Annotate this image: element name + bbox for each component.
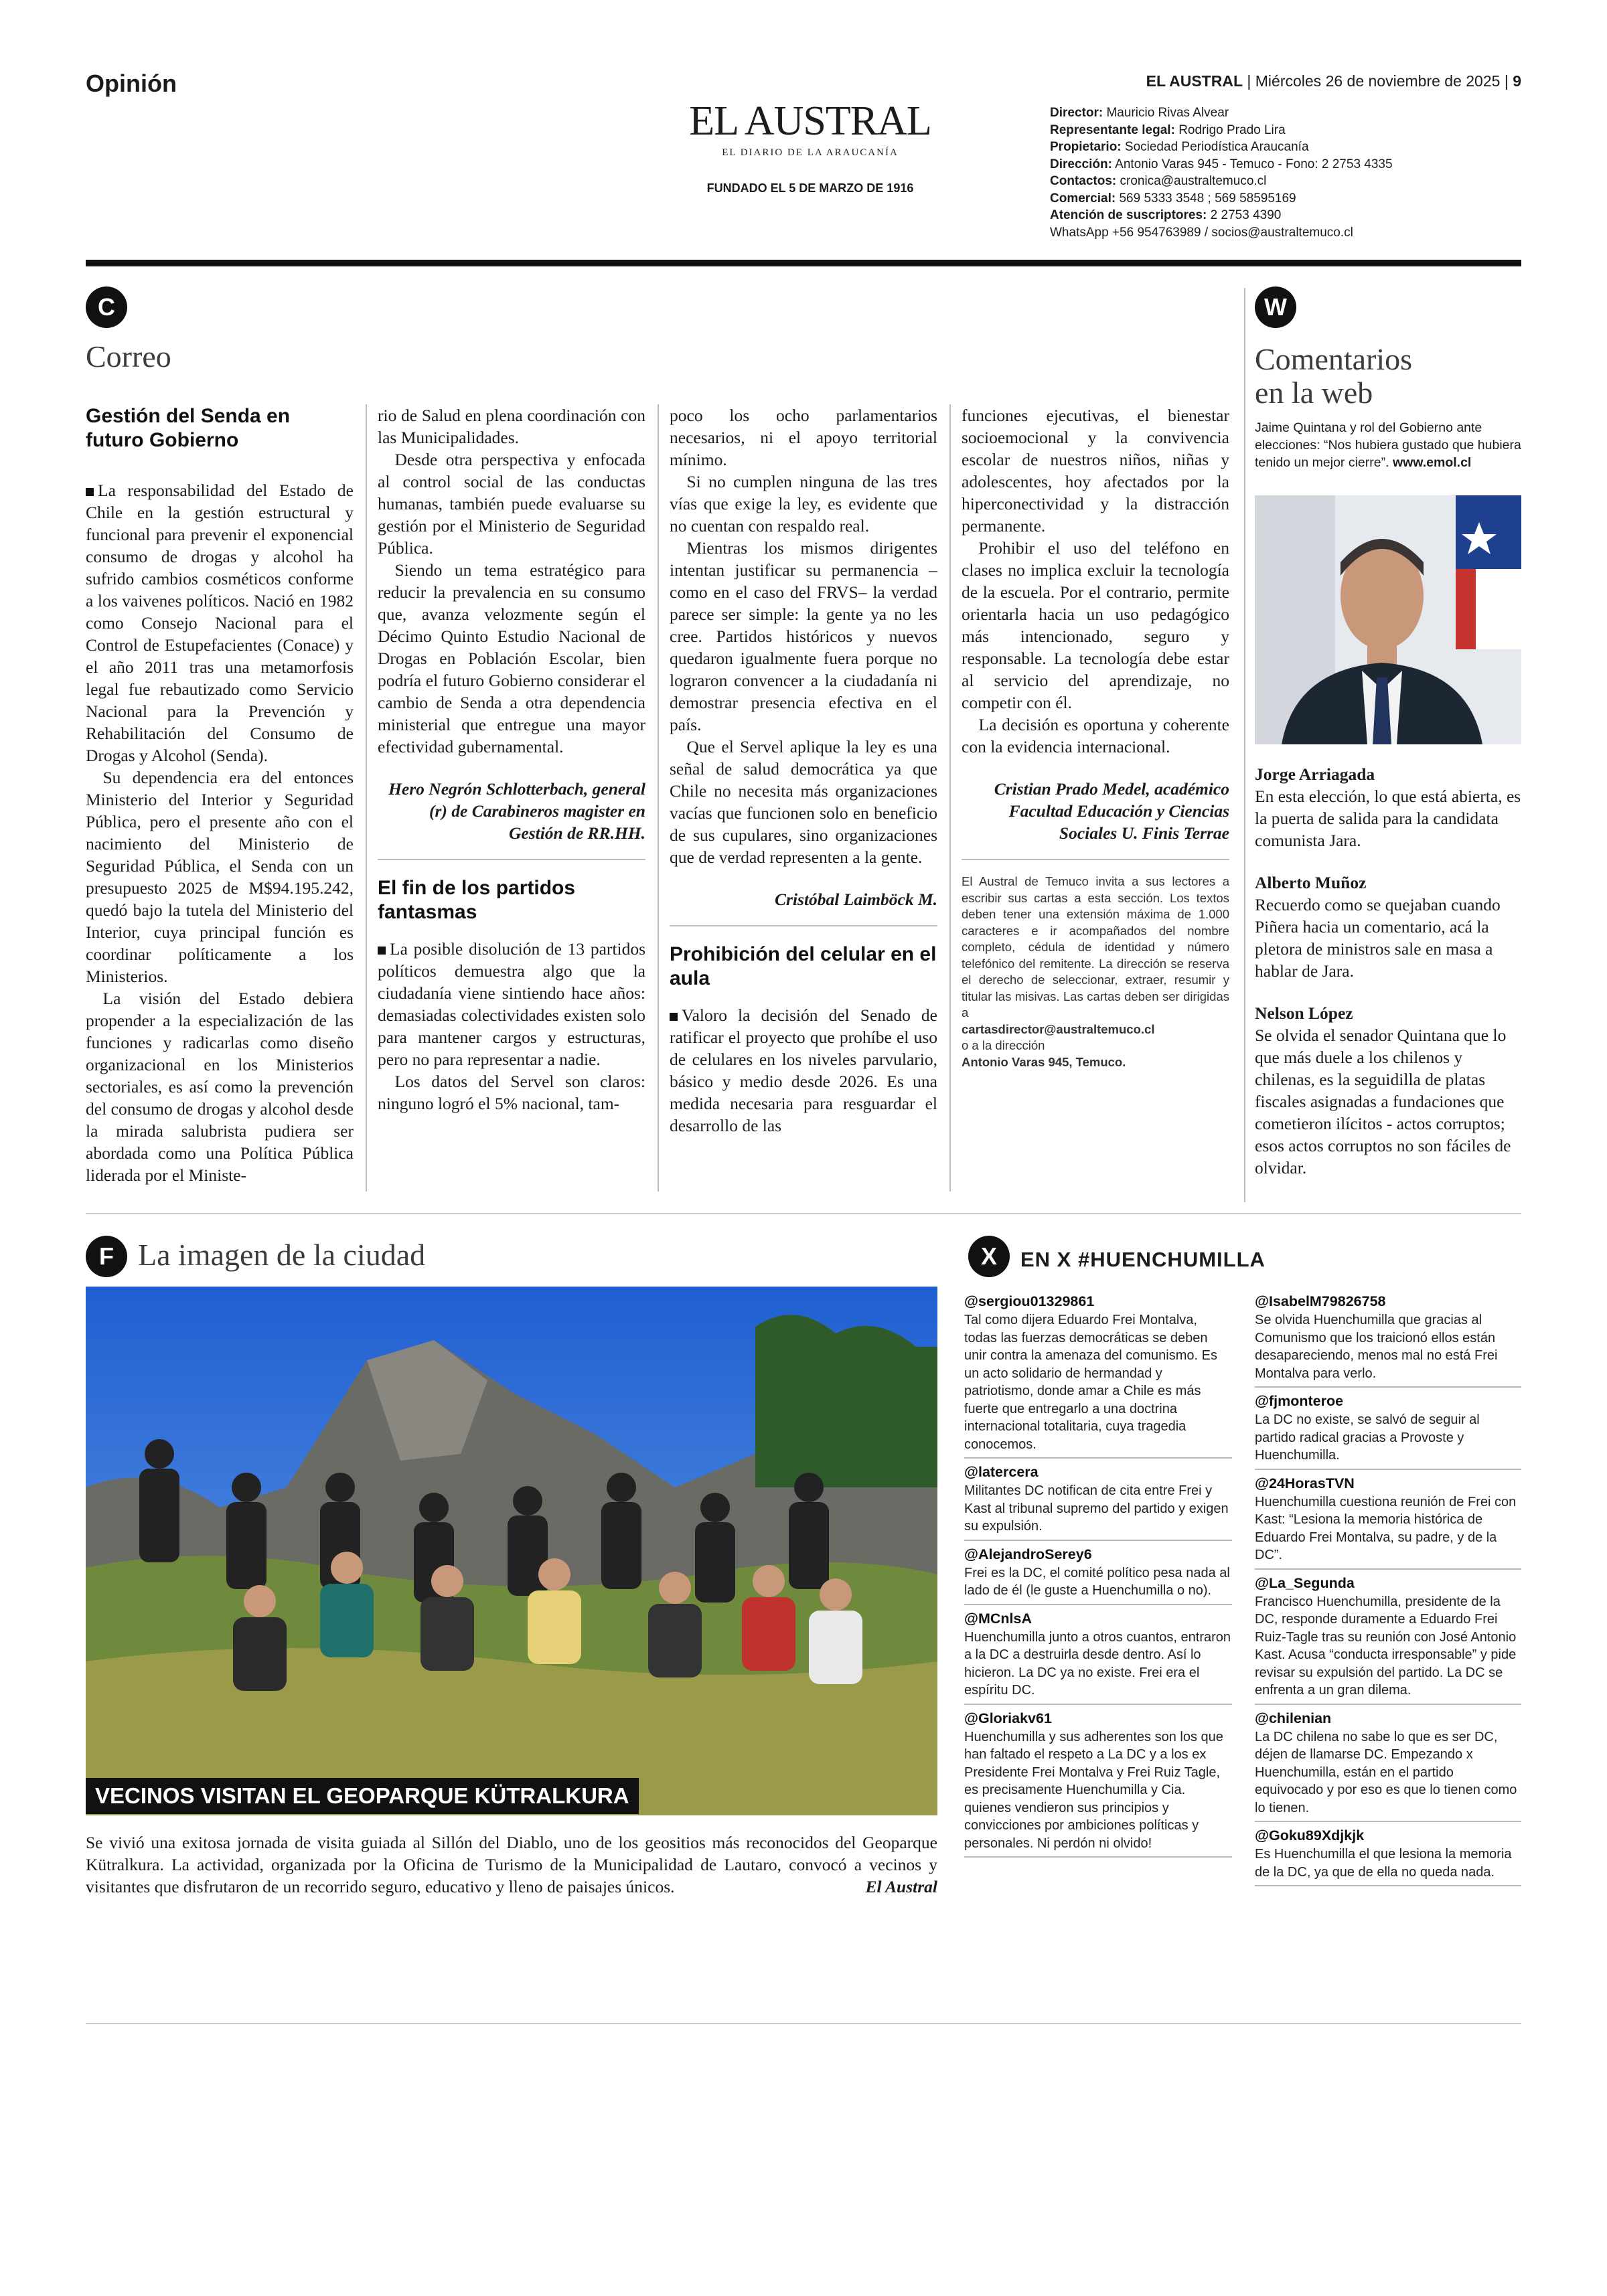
letter-paragraph: poco los ocho parlamentarios necesarios, ni el apoyo territorial mínimo. xyxy=(670,406,937,469)
web-badge: W xyxy=(1255,286,1296,328)
masthead-row: Atención de suscriptores: 2 2753 4390 xyxy=(1050,208,1282,222)
web-title: Comentarios en la web xyxy=(1255,342,1413,410)
tweet xyxy=(1255,1388,1521,1470)
correo-badge: C xyxy=(86,286,127,328)
founded-date: FUNDADO EL 5 DE MARZO DE 1916 xyxy=(706,181,914,195)
letters-notice: El Austral de Temuco invita a sus lectores a escribir sus cartas a esta sección. Los textos deben tener una extensión máxima de 1.000 caracteres e ir acompañados del nombre completo, cédula de identidad y número telefónico del remitente. La dirección se reserva el derecho de seleccionar, extraer, resumir y titular las misivas. Las cartas deben ser dirigidas a cartasdirector@australtemuco.cl o a la dirección Antonio Varas 945, Temuco. xyxy=(962,874,1229,1070)
comment-text: Se olvida el senador Quintana que lo que más duele a los chilenos y chilenas, es la seguidilla de platas fiscales asignadas a fundaciones que cometieron ilícitos - actos corruptos; esos actos corruptos no son fáciles de olvidar. xyxy=(1255,1026,1511,1177)
tweet-handle[interactable]: @24HorasTVN xyxy=(1255,1475,1355,1491)
masthead-row: Representante legal: Rodrigo Prado Lira xyxy=(1050,122,1286,137)
letters-or: o a la dirección xyxy=(962,1038,1045,1052)
tweet xyxy=(964,1705,1232,1858)
page-info: EL AUSTRAL | Miércoles 26 de noviembre de 2025 | 9 xyxy=(1146,72,1521,90)
tweet-handle[interactable]: @Goku89Xdjkjk xyxy=(1255,1827,1365,1843)
comment-author: Nelson López xyxy=(1255,1003,1353,1023)
comment-author: Alberto Muñoz xyxy=(1255,873,1367,892)
comment-text: Recuerdo como se quejaban cuando Piñera hacia un comentario, acá la pletora de ministros sale en masa a hablar de Jara. xyxy=(1255,895,1501,981)
imagen-badge: F xyxy=(86,1236,127,1277)
letters-address: Antonio Varas 945, Temuco. xyxy=(962,1054,1126,1069)
letter-divider xyxy=(962,859,1229,860)
masthead-brand xyxy=(670,100,951,195)
tweet-handle[interactable]: @chilenian xyxy=(1255,1710,1332,1726)
masthead-row: WhatsApp +56 954763989 / socios@australtemuco.cl xyxy=(1050,225,1353,240)
bullet-icon xyxy=(670,1013,678,1021)
issue-date: Miércoles 26 de noviembre de 2025 xyxy=(1255,72,1501,90)
tweet-handle[interactable]: @AlejandroSerey6 xyxy=(964,1546,1092,1562)
correo-column-3 xyxy=(670,404,937,1137)
tweet-handle[interactable]: @Gloriakv61 xyxy=(964,1710,1052,1726)
letter-divider xyxy=(378,859,645,860)
web-source-link[interactable]: www.emol.cl xyxy=(1392,455,1472,470)
tweet xyxy=(964,1288,1232,1459)
tweet-text: Huenchumilla y sus adherentes son los que han faltado el respeto a La DC y a los ex Presidente Frei Montalva y Frei Ruiz Tagle, es precisamente Huenchumilla y Cia. quienes vendieron sus principios y convicciones por ambiciones políticas y personales. Ni perdón ni olvido! xyxy=(964,1729,1223,1851)
tweet-handle[interactable]: @fjmonteroe xyxy=(1255,1393,1344,1409)
letter-signature: Cristóbal Laimböck M. xyxy=(775,890,937,909)
letter-title: Gestión del Senda en futuro Gobierno xyxy=(86,405,291,451)
letter-signature: Cristian Prado Medel, académico Facultad Educación y Ciencias Sociales U. Finis Terrae xyxy=(994,779,1229,843)
letter-paragraph: Desde otra perspectiva y enfocada al control social de las conductas humanas, también puede evaluarse su gestión por el Ministerio de Seguridad Pública. xyxy=(378,450,645,558)
web-comment xyxy=(1255,872,1521,982)
tweet-text: Francisco Huenchumilla, presidente de la DC, responde duramente a Eduardo Frei Ruiz-Tagle tras su reunión con José Antonio Kast. Acusa “conducta irresponsable” y pide revisar su expulsión del partido. La DC se enfrenta a un gran dilema. xyxy=(1255,1594,1517,1698)
masthead-row: Dirección: Antonio Varas 945 - Temuco - Fono: 2 2753 4335 xyxy=(1050,157,1393,171)
letter-title: Prohibición del celular en el aula xyxy=(670,943,937,989)
bullet-icon xyxy=(378,947,386,955)
bottom-rule xyxy=(86,2023,1521,2024)
brand-tagline: EL DIARIO DE LA ARAUCANÍA xyxy=(722,147,899,158)
column-separator xyxy=(1244,288,1245,1202)
correo-title: Correo xyxy=(86,339,171,374)
column-separator xyxy=(658,404,659,1192)
letter-paragraph: La decisión es oportuna y coherente con la evidencia internacional. xyxy=(962,715,1229,756)
tweet-handle[interactable]: @latercera xyxy=(964,1464,1039,1480)
web-intro: Jaime Quintana y rol del Gobierno ante elecciones: “Nos hubiera gustado que hubiera tenido un mejor cierre”. www.emol.cl xyxy=(1255,420,1521,470)
letter-paragraph: La responsabilidad del Estado de Chile en la gestión estructural y funcional para prevenir el exponencial consumo de drogas y alcohol ha sufrido cambios cosméticos conforme a los vaivenes políticos. Nació en 1982 como Consejo Nacional para el Control de Estupefacientes (Conace) y el año 2011 tras una metamorfosis legal fue rebautizado como Servicio Nacional para la Prevención y Rehabilitación del Consumo de Drogas y Alcohol (Senda). xyxy=(86,481,354,765)
tweet-text: Es Huenchumilla el que lesiona la memoria de la DC, ya que de ella no queda nada. xyxy=(1255,1847,1512,1880)
tweet-text: La DC chilena no sabe lo que es ser DC, déjen de llamarse DC. Empezando x Huenchumilla, están en el partido equivocado y por eso es que lo tienen como lo tienen. xyxy=(1255,1729,1517,1815)
tweet-text: Tal como dijera Eduardo Frei Montalva, todas las fuerzas democráticas se deben unir contra la amenaza del comunismo. Es un acto solidario de hermandad y patriotismo, donde amar a Chile es más fuerte que entregarlo a una doctrina internacional totalitaria, cuya tragedia conocemos. xyxy=(964,1313,1217,1452)
top-rule xyxy=(86,260,1521,266)
photo-description: Se vivió una exitosa jornada de visita guiada al Sillón del Diablo, uno de los geositios más reconocidos del Geoparque Kütralkura. La actividad, organizada por la Oficina de Turismo de la Municipalidad de Lautaro, convocó a vecinos y visitantes que disfrutaron de un recorrido seguro, educativo y lleno de paisajes únicos. El Austral xyxy=(86,1833,937,1896)
x-feed-left xyxy=(964,1288,1232,1858)
tweet xyxy=(964,1605,1232,1705)
letter-paragraph: Prohibir el uso del teléfono en clases no implica excluir la tecnología de la escuela. Por el contrario, permite orientarla hacia un uso pedagógico más intencionado, seguro y responsable. La tecnología debe estar al servicio del aprendizaje, no competir con él. xyxy=(962,538,1229,712)
masthead-row: Comercial: 569 5333 3548 ; 569 58595169 xyxy=(1050,191,1296,206)
masthead-credits xyxy=(1050,104,1519,241)
x-feed-right xyxy=(1255,1288,1521,1886)
group-photo xyxy=(86,1287,937,1815)
letter-paragraph: rio de Salud en plena coordinación con las Municipalidades. xyxy=(378,406,645,447)
tweet xyxy=(1255,1705,1521,1823)
web-comments xyxy=(1255,763,1521,1179)
tweet-text: Huenchumilla junto a otros cuantos, entraron a la DC a destruirla desde dentro. Así lo hicieron. La DC ya no existe. Frei era el espíritu DC. xyxy=(964,1629,1231,1698)
tweet-text: Militantes DC notifican de cita entre Frei y Kast al tribunal supremo del partido y exigen su expulsión. xyxy=(964,1483,1229,1534)
bullet-icon xyxy=(86,488,94,496)
tweet xyxy=(1255,1288,1521,1388)
letter-paragraph: Que el Servel aplique la ley es una señal de salud democrática ya que Chile no necesita más organizaciones vacías que funcionen solo en beneficio de sus cupulares, sino organizaciones que de verdad representen a la gente. xyxy=(670,737,937,867)
page-number: 9 xyxy=(1513,72,1521,90)
tweet-handle[interactable]: @La_Segunda xyxy=(1255,1574,1355,1591)
letter-paragraph: Su dependencia era del entonces Ministerio del Interior y Seguridad Pública, pero el presente año con el nacimiento del Ministerio de Seguridad Pública, el Senda con un presupuesto 2025 de M$94.195.242, quedó bajo la tutela del Ministerio del Interior, cuya principal función es coordinar políticamente a los Ministerios. xyxy=(86,768,354,986)
imagen-title: La imagen de la ciudad xyxy=(138,1238,426,1272)
web-photo xyxy=(1255,495,1521,744)
tweet xyxy=(1255,1822,1521,1886)
letter-paragraph: La visión del Estado debiera propender a la especialización de las funciones y radicarlas como diseño organizacional en los Ministerios sectoriales, es así como la prevención del consumo de drogas y alcohol desde la mirada salubrista pudiera ser abordada como una Política Pública liderada por el Ministe- xyxy=(86,989,354,1185)
comment-text: En esta elección, lo que está abierta, es la puerta de salida para la candidata comunista Jara. xyxy=(1255,787,1521,850)
brand-logo: EL AUSTRAL xyxy=(689,98,931,144)
letter-title: El fin de los partidos fantasmas xyxy=(378,877,576,923)
politician-photo xyxy=(1255,495,1521,744)
tweet-handle[interactable]: @MCnlsA xyxy=(964,1610,1032,1627)
tweet-handle[interactable]: @IsabelM79826758 xyxy=(1255,1293,1386,1309)
tweet xyxy=(964,1541,1232,1605)
column-separator xyxy=(949,404,951,1192)
letter-paragraph: La posible disolución de 13 partidos políticos demuestra algo que la ciudadanía viene sintiendo hace años: demasiadas colectividades existen solo para mantener cargos y estructuras, pero no para representar a nadie. xyxy=(378,939,645,1069)
correo-column-4 xyxy=(962,404,1229,1070)
masthead-row: Contactos: cronica@australtemuco.cl xyxy=(1050,174,1267,188)
letter-paragraph: Si no cumplen ninguna de las tres vías que exige la ley, es evidente que no cuentan con respaldo real. xyxy=(670,472,937,536)
letter-paragraph: Los datos del Servel son claros: ninguno logró el 5% nacional, tam- xyxy=(378,1072,645,1113)
tweet-text: Frei es la DC, el comité político pesa nada al lado de él (le guste a Huenchumilla o no). xyxy=(964,1565,1230,1598)
letters-email[interactable]: cartasdirector@australtemuco.cl xyxy=(962,1021,1155,1036)
section-label: Opinión xyxy=(86,70,177,97)
tweet xyxy=(1255,1470,1521,1570)
letter-paragraph: funciones ejecutivas, el bienestar socioemocional y la convivencia escolar de nuestros niños, niñas y adolescentes, hoy afectados por la hiperconectividad y la distracción permanente. xyxy=(962,406,1229,536)
section-divider xyxy=(86,1213,1521,1214)
tweet-handle[interactable]: @sergiou01329861 xyxy=(964,1293,1095,1309)
x-badge: X xyxy=(968,1236,1010,1277)
letter-paragraph: Mientras los mismos dirigentes intentan justificar su permanencia –como en el caso del FRVS– la verdad parece ser simple: la gente ya no les cree. Partidos históricos y nuevos quedaron igualmente fuera porque no lograron convencer a la ciudadanía ni demostrar presencia efectiva en el país. xyxy=(670,538,937,734)
photo-caption: VECINOS VISITAN EL GEOPARQUE KÜTRALKURA xyxy=(86,1778,639,1814)
tweet-text: La DC no existe, se salvó de seguir al partido radical gracias a Provoste y Huenchumilla. xyxy=(1255,1412,1480,1463)
city-photo xyxy=(86,1287,937,1815)
letter-paragraph: Valoro la decisión del Senado de ratificar el proyecto que prohíbe el uso de celulares en los niveles parvulario, básico y medio desde 2026. Es una medida necesaria para resguardar el desarrollo de las xyxy=(670,1005,937,1135)
masthead-row: Propietario: Sociedad Periodística Araucanía xyxy=(1050,140,1309,154)
x-title: EN X #HUENCHUMILLA xyxy=(1020,1248,1266,1271)
tweet xyxy=(964,1459,1232,1541)
comment-author: Jorge Arriagada xyxy=(1255,764,1375,784)
letter-divider xyxy=(670,925,937,926)
paper-name: EL AUSTRAL xyxy=(1146,72,1243,90)
masthead-row: Director: Mauricio Rivas Alvear xyxy=(1050,106,1229,120)
web-comment xyxy=(1255,763,1521,851)
letter-paragraph: Siendo un tema estratégico para reducir la prevalencia en su consumo que, avanza velozmente según el Décimo Quinto Estudio Nacional de Drogas en Población Escolar, bien podría el futuro Gobierno considerar el cambio de Senda a otra dependencia ministerial que entregue una mayor efectividad gubernamental. xyxy=(378,560,645,756)
web-comment xyxy=(1255,1002,1521,1179)
tweet-text: Se olvida Huenchumilla que gracias al Comunismo que los traicionó ellos están desapareciendo, menos mal no está Frei Montalva para verlo. xyxy=(1255,1313,1498,1381)
tweet-text: Huenchumilla cuestiona reunión de Frei con Kast: “Lesiona la memoria histórica de Eduardo Frei Montalva, su padre, y de la DC”. xyxy=(1255,1494,1517,1562)
correo-column-2 xyxy=(378,404,645,1115)
tweet xyxy=(1255,1570,1521,1705)
column-separator xyxy=(366,404,367,1192)
photo-credit: El Austral xyxy=(865,1877,937,1896)
letter-signature: Hero Negrón Schlotterbach, general (r) de Carabineros magister en Gestión de RR.HH. xyxy=(388,779,645,843)
correo-column-1 xyxy=(86,404,354,1186)
